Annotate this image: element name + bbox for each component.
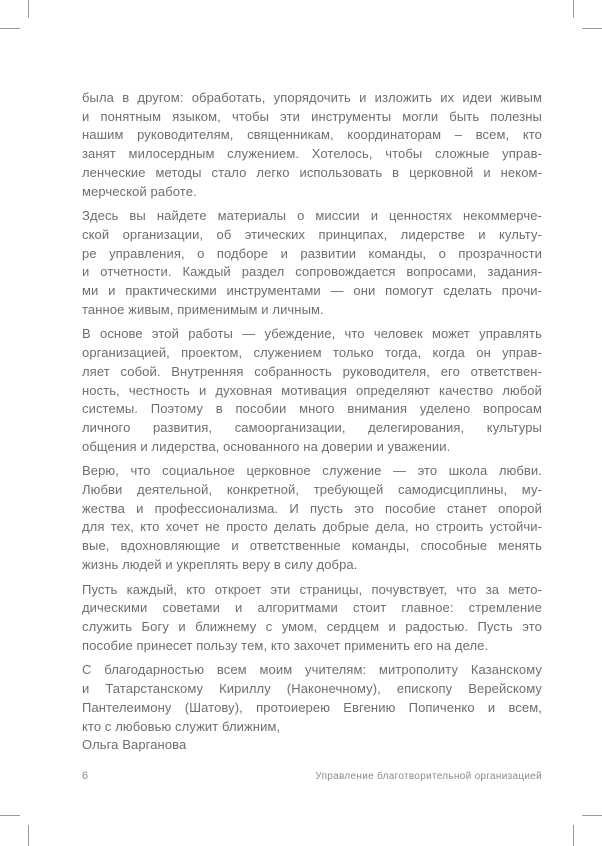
crop-mark-top-right-horizontal — [582, 28, 602, 29]
text-line: мерческой работе. — [82, 183, 197, 199]
text-line: В основе этой работы — убеждение, что человек может управлять — [82, 326, 542, 342]
running-title: Управление благотворительной организацией — [315, 771, 542, 782]
text-line: дическими советами и алгоритмами стоит главное: стремление — [82, 600, 542, 616]
text-line: Пантелеимону (Шатову), протоиерею Евгению Попиченко и всем, — [82, 699, 542, 715]
body-text — [82, 89, 542, 755]
text-line: ми и практическими инструментами — они помогут сделать прочи- — [82, 283, 542, 299]
text-line: Ольга Варганова — [82, 737, 187, 753]
text-line: для тех, кто хочет не просто делать добрые дела, но строить устойчи- — [82, 519, 542, 535]
text-line: ре управления, о подборе и развитии команды, о прозрачности — [82, 245, 542, 261]
paragraph — [82, 581, 542, 656]
paragraph — [82, 325, 542, 456]
paragraph — [82, 661, 542, 755]
crop-mark-bottom-right-horizontal — [582, 815, 602, 816]
text-line: была в другом: обработать, упорядочить и изложить их идеи живым — [82, 90, 542, 105]
text-line: жизнь людей и укреплять веру в силу добра. — [82, 556, 358, 572]
crop-mark-bottom-left-horizontal — [0, 815, 20, 816]
paragraph — [82, 462, 542, 574]
text-line: кто с любовью служит ближним, — [82, 718, 281, 734]
text-line: танное живым, применимым и личным. — [82, 301, 324, 317]
paragraph — [82, 89, 542, 201]
text-line: жества и профессионализма. И пусть это пособие станет опорой — [82, 500, 542, 516]
text-line: ляет собой. Внутренняя собранность руководителя, его ответствен- — [82, 363, 542, 379]
text-line: Верю, что социальное церковное служение — это школа любви. — [82, 463, 542, 479]
text-line: Здесь вы найдете материалы о миссии и ценностях некоммерче- — [82, 208, 542, 224]
crop-mark-top-left-horizontal — [0, 28, 20, 29]
text-line: служить Богу и ближнему с умом, сердцем и радостью. Пусть это — [82, 618, 542, 634]
page-footer — [82, 770, 542, 782]
text-line: и понятным языком, чтобы эти инструменты могли быть полезны — [82, 108, 542, 124]
text-line: личного развития, самоорганизации, делегирования, культуры — [82, 419, 542, 435]
text-line: ской организации, об этических принципах, лидерстве и культу- — [82, 226, 542, 242]
text-line: и отчетности. Каждый раздел сопровождается вопросами, задания- — [82, 264, 542, 280]
crop-mark-top-right-vertical — [573, 0, 574, 18]
text-line: ность, честность и духовная мотивация определяют качество любой — [82, 382, 542, 398]
page-number: 6 — [82, 770, 89, 782]
text-line: системы. Поэтому в пособии много внимания уделено вопросам — [82, 401, 542, 417]
text-line: занят милосердным служением. Хотелось, чтобы сложные управ- — [82, 146, 542, 162]
crop-mark-bottom-right-vertical — [573, 825, 574, 846]
text-line: Любви деятельной, конкретной, требующей самодисциплины, му- — [82, 482, 542, 498]
paragraph — [82, 207, 542, 319]
text-line: общения и лидерства, основанного на доверии и уважении. — [82, 438, 451, 454]
text-line: Пусть каждый, кто откроет эти страницы, почувствует, что за мето- — [82, 581, 542, 597]
text-line: и Татарстанскому Кириллу (Наконечному), епископу Верейскому — [82, 681, 542, 697]
text-line: пособие принесет пользу тем, кто захочет применить его на деле. — [82, 637, 489, 653]
crop-mark-bottom-left-vertical — [28, 825, 29, 846]
text-line: вые, вдохновляющие и ответственные команды, способные менять — [82, 538, 542, 554]
text-line: С благодарностью всем моим учителям: митрополиту Казанскому — [82, 662, 542, 678]
text-line: ленческие методы стало легко использовать в церковной и неком- — [82, 164, 542, 180]
text-line: нашим руководителям, священникам, координаторам – всем, кто — [82, 127, 542, 143]
text-line: организацией, проектом, служением только тогда, когда он управ- — [82, 345, 542, 361]
crop-mark-top-left-vertical — [28, 0, 29, 18]
